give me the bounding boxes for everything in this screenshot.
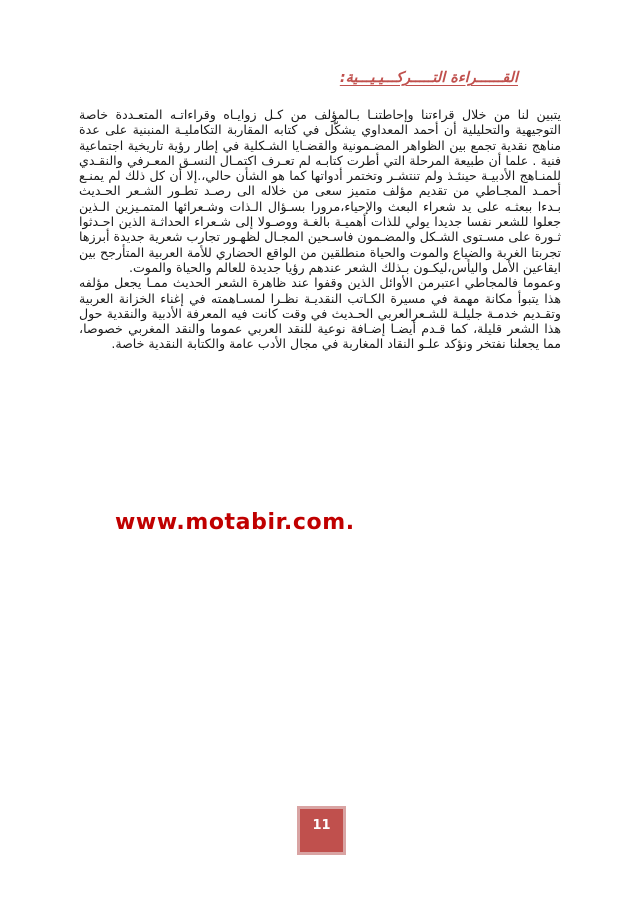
page-number: 11 <box>312 818 331 833</box>
paragraph-2: وعموما فالمجاطي اعتبرمن الأوائل الذين وقفوا عند ظاهرة الشعر الحديث ممـا يجعل مؤلفه هذا يتبوأ مكانة مهمة في مسيرة الكـاتب النقديـة نظـرا لمسـاهمته في إغناء الخزانة العربية وتقـديم خدمـة جليلـة للشـعرالعربي الحـديث في وقت كانت فيه المعرفة الأدبية والنقدية حول هذا الشعر قليلة، كما قـدم أيضـا إضـافة نوعية للنقد العربي عموما والنقد المغربي خصوصا، مما يجعلنا نفتخر ونؤكد علـو النقاد المغاربة في مجال الأدب عامة والكتابة النقدية خاصة. <box>79 275 561 352</box>
page-number-badge <box>297 806 346 855</box>
paragraph-1: يتبين لنا من خلال قراءتنا وإحاطتنـا بـالمؤلف من كـل زوايـاه وقراءاتـه المتعـددة خاصة التوجيهية والتحليلية أن أحمد المعداوي يشكّل في كتابه المقاربة التكامليـة المنبنية على عدة مناهج نقدية تجمع بين الظواهر المضـمونية والقضـايا الشـكلية في إطار رؤية تاريخية اجتماعية فنية . علما أن طبيعة المرحلة التي أطرت كتابـه لم تعـرف اكتمـال النسـق المعـرفي والنقـدي للمنـاهج الأدبيـة حينئـذ ولم تنتشـر وتختمر أدواتها كما هو الشأن حالي،.إلا أن كل ذلك لم يمنـع أحمـد المجـاطي من تقديم مؤلف متميز سعى من خلاله الى رصـد تطـور الشـعر الحـديث بـدءا ببعثـه على يد شعراء البعث والإحياء،مرورا بسـؤال الـذات وشـعرائها المتمـيزين الـذين جعلوا للشعر نفسا جديدا يولي للذات أهميـة بالغـة ووصـولا إلى شـعراء الحداثـة الذين احـدثوا ثـورة على مسـتوى الشـكل والمضـمون فاسـحين المجـال لظهـور تجارب شعرية جديدة أبرزها تجربتا الغربة والضياع والموت والحياة منطلقين من الواقع الحضاري للأمة العربية المتأرجح بين ايقاعين الأمل واليأس،ليكـون بـذلك الشعر عندهم رؤيا جديدة للعالم والحياة والموت. <box>79 107 561 275</box>
section-heading: القــــــراءة التـــــركـــيـيـــية: <box>339 70 518 86</box>
website-link[interactable]: www.motabir.com. <box>115 510 355 535</box>
body-text <box>79 107 561 352</box>
